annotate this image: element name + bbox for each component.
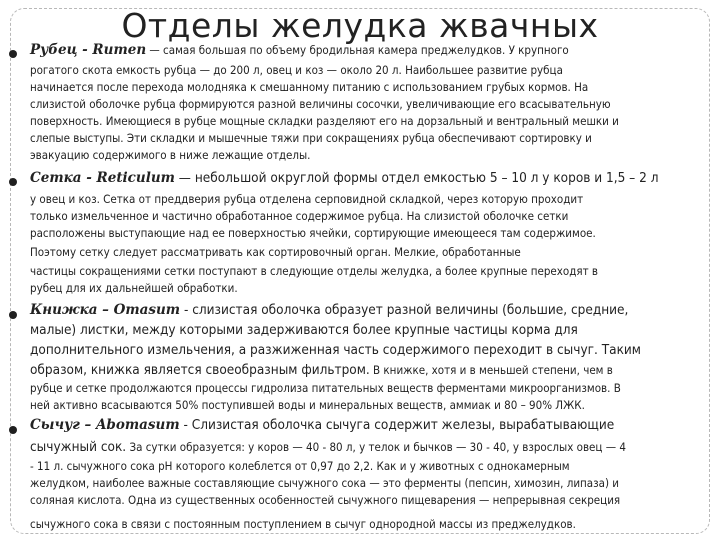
bullet-rumen <box>9 50 17 58</box>
rumen-line: начинается после перехода молодняка к смешанному питанию с использованием грубых кормов. На <box>30 80 589 94</box>
rumen-line: поверхность. Имеющиеся в рубце мощные складки разделяют его на дорзальный и вентральный мешки и <box>30 114 619 128</box>
omasum-term: Книжка – Omasum <box>30 302 181 318</box>
omasum-line-1 <box>30 303 628 318</box>
rumen-text-1: — самая большая по объему бродильная камера преджелудков. У крупного <box>146 43 569 57</box>
rumen-line: слепые выступы. Эти складки и мышечные тяжи при сокращениях рубца обеспечивают сортировку и <box>30 131 592 145</box>
reticulum-line-1 <box>30 171 658 186</box>
reticulum-text-1: — небольшой округлой формы отдел емкостью 5 – 10 л у коров и 1,5 – 2 л <box>174 170 659 186</box>
abomasum-term: Сычуг – Abomasum <box>30 417 180 433</box>
bullet-omasum <box>9 311 17 319</box>
omasum-line: рубце и сетке продолжаются процессы гидролиза питательных веществ ферментами микроорганизмов. В <box>30 381 621 395</box>
reticulum-line: только измельченное и частично обработанное содержимое рубца. На слизистой оболочке сетки <box>30 209 569 223</box>
omasum-line: малые) листки, между которыми задерживаются более крупные частицы корма для <box>30 322 578 338</box>
omasum-line-4-tail: В книжке, хотя и в меньшей степени, чем в <box>369 363 613 377</box>
rumen-line: слизистой оболочке рубца формируются разной величины сосочки, увеличивающие его всасывательную <box>30 97 611 111</box>
reticulum-line: у овец и коз. Сетка от преддверия рубца отделена серповидной складкой, через которую проходит <box>30 192 584 206</box>
rumen-term: Рубец - Rumen <box>30 42 147 58</box>
omasum-text-1: - слизистая оболочка образует разной величины (большие, средние, <box>180 302 629 318</box>
abomasum-line: желудком, наиболее важные составляющие сычужного сока — это ферменты (пепсин, химозин, липаза) и <box>30 476 620 490</box>
reticulum-line: частицы сокращениями сетки поступают в следующие отделы желудка, а более крупные переходят в <box>30 264 598 278</box>
reticulum-term: Сетка - Reticulum <box>30 170 175 186</box>
slide-title: Отделы желудка жвачных <box>121 6 599 45</box>
abomasum-text-1: - Слизистая оболочка сычуга содержит железы, вырабатывающие <box>179 417 615 433</box>
bullet-abomasum <box>9 426 17 434</box>
omasum-line-4 <box>30 363 613 378</box>
abomasum-line-2 <box>30 440 626 455</box>
reticulum-line: расположены выступающие над ее поверхностью ячейки, сортирующие имеющееся там содержимое. <box>30 226 596 240</box>
abomasum-line: сычужного сока в связи с постоянным поступлением в сычуг однородной массы из преджелудков. <box>30 517 576 531</box>
bullet-reticulum <box>9 178 17 186</box>
reticulum-line: рубец для их дальнейшей обработки. <box>30 281 238 295</box>
rumen-line-1 <box>30 43 569 58</box>
omasum-line: ней активно всасываются 50% поступившей воды и минеральных веществ, аммиак и 80 – 90% ЛЖК. <box>30 398 585 412</box>
omasum-line: дополнительного измельчения, а разжиженная часть содержимого переходит в сычуг. Таким <box>30 342 641 358</box>
abomasum-line: соляная кислота. Одна из существенных особенностей сычужного пищеварения — непрерывная секреция <box>30 493 621 507</box>
abomasum-big-text: сычужный сок. <box>30 439 127 455</box>
abomasum-line-1 <box>30 418 614 433</box>
rumen-line: эвакуацию содержимого в ниже лежащие отделы. <box>30 148 311 162</box>
reticulum-line: Поэтому сетку следует рассматривать как сортировочный орган. Мелкие, обработанные <box>30 245 521 259</box>
abomasum-line-2-tail: За сутки образуется: у коров — 40 - 80 л, у телок и бычков — 30 - 40, у взрослых овец — 4 <box>126 440 626 454</box>
abomasum-line: - 11 л. сычужного сока рН которого колеблется от 0,97 до 2,2. Как и у животных с однокамерным <box>30 459 570 473</box>
omasum-big-tail: образом, книжка является своеобразным фильтром. <box>30 362 370 378</box>
rumen-line: рогатого скота емкость рубца — до 200 л, овец и коз — около 20 л. Наибольшее развитие рубца <box>30 63 563 77</box>
